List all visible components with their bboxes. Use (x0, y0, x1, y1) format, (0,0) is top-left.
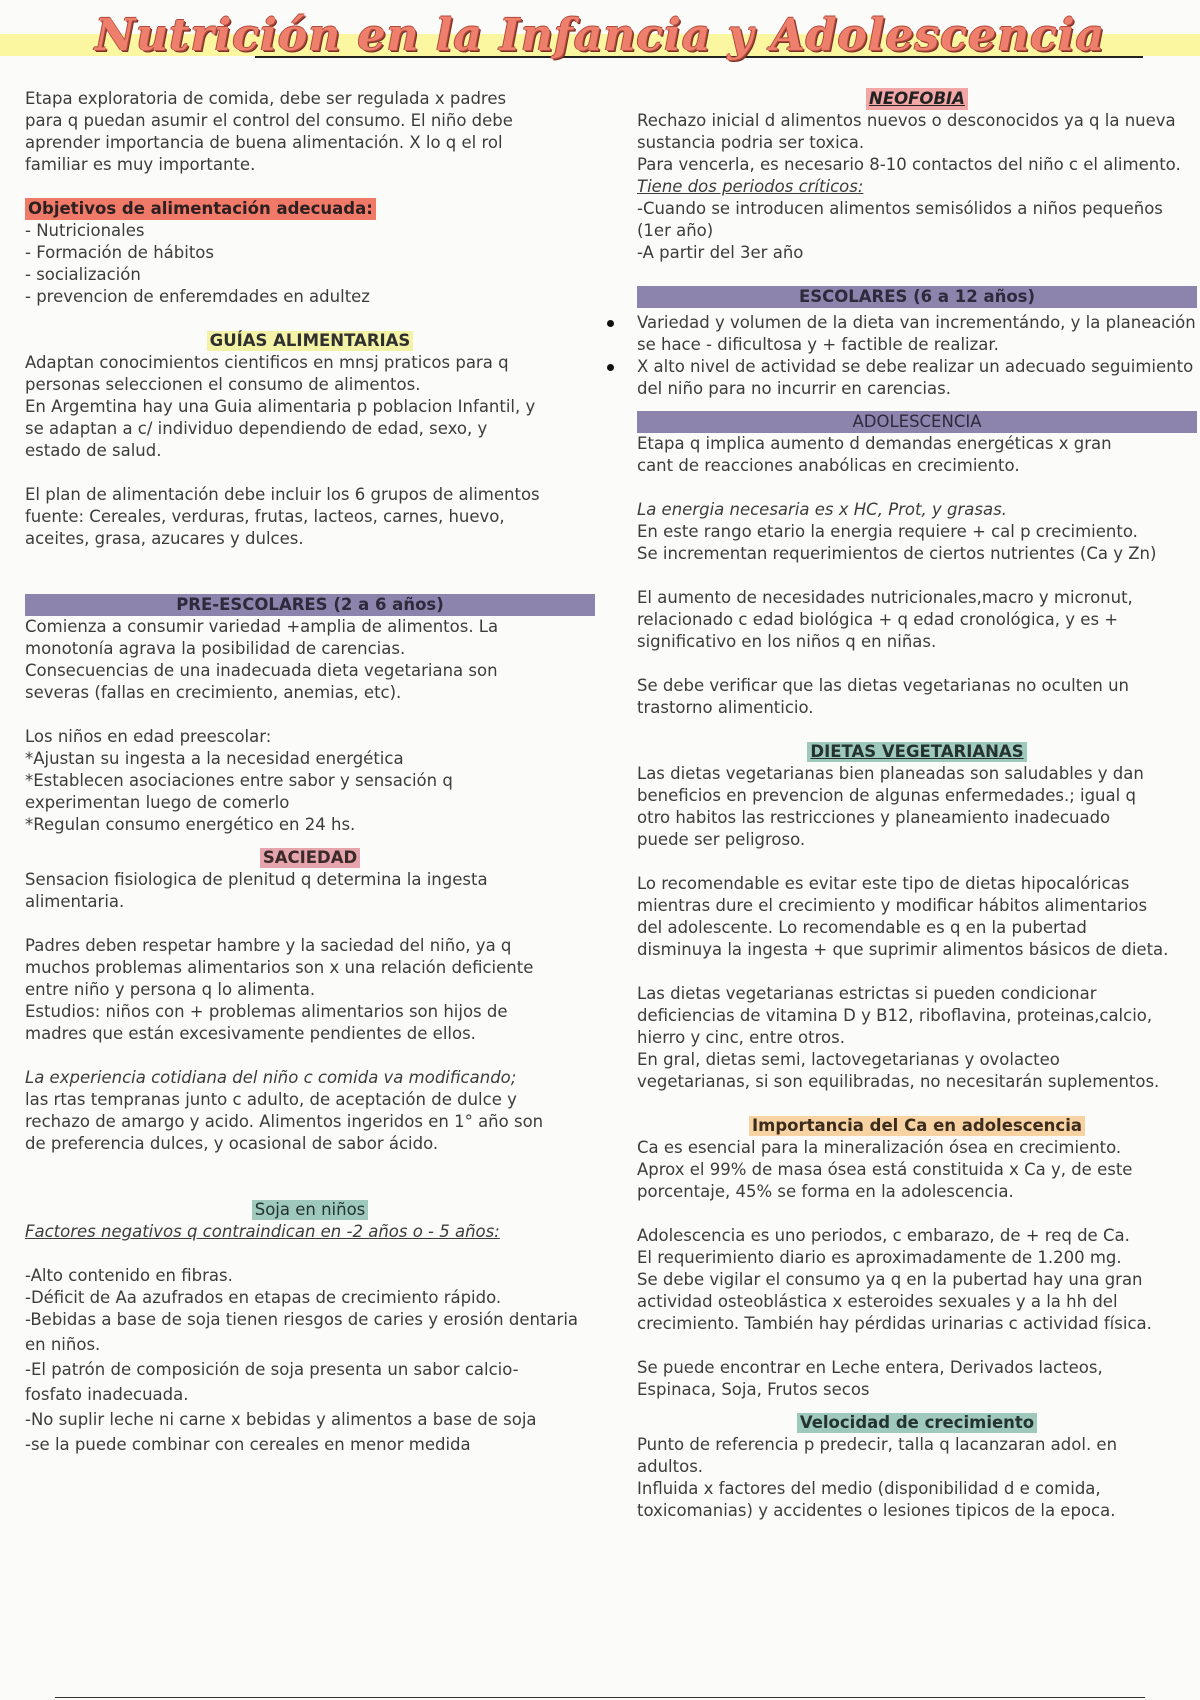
text-line: Se debe verificar que las dietas vegetarianas no oculten un (637, 676, 1130, 695)
list-item: -Déficit de Aa azufrados en etapas de crecimiento rápido. (25, 1288, 502, 1307)
text-line: hierro y cinc, entre otros. (637, 1028, 845, 1047)
text-line: Lo recomendable es evitar este tipo de dietas hipocalóricas (637, 874, 1130, 893)
text-line: para q puedan asumir el control del consumo. El niño debe (25, 111, 513, 130)
text-line: En este rango etario la energia requiere + cal p crecimiento. (637, 522, 1138, 541)
experiencia-paragraph (25, 1067, 595, 1155)
text-line: Padres deben respetar hambre y la saciedad del niño, ya q (25, 936, 512, 955)
text-line: -A partir del 3er año (637, 243, 804, 262)
list-item: fosfato inadecuada. (25, 1385, 189, 1404)
list-item: - Formación de hábitos (25, 243, 214, 262)
text-line: *Regulan consumo energético en 24 hs. (25, 815, 356, 834)
soja-section (25, 1199, 595, 1456)
text-line: toxicomanias) y accidentes o lesiones tipicos de la epoca. (637, 1501, 1116, 1520)
text-line: muchos problemas alimentarios son x una relación deficiente (25, 958, 534, 977)
text-line: Para vencerla, es necesario 8-10 contactos del niño c el alimento. (637, 155, 1181, 174)
text-line: mientras dure el crecimiento y modificar hábitos alimentarios (637, 896, 1148, 915)
text-line: porcentaje, 45% se forma en la adolescencia. (637, 1182, 1014, 1201)
adolescencia-section (637, 411, 1197, 477)
text-line: monotonía agrava la posibilidad de carencias. (25, 639, 406, 658)
calcio-req-paragraph (637, 1225, 1197, 1335)
text-line: beneficios en prevencion de algunas enfermedades.; igual q (637, 786, 1136, 805)
text-line: deficiencias de vitamina D y B12, riboflavina, proteinas,calcio, (637, 1006, 1153, 1025)
saciedad-heading: SACIEDAD (260, 848, 360, 868)
text-line: En Argemtina hay una Guia alimentaria p poblacion Infantil, y (25, 397, 536, 416)
neofobia-section (637, 88, 1197, 264)
text-line: Adolescencia es uno periodos, c embarazo, de + req de Ca. (637, 1226, 1130, 1245)
text-line: Las dietas vegetarianas bien planeadas son saludables y dan (637, 764, 1144, 783)
adolescencia-heading: ADOLESCENCIA (637, 411, 1197, 433)
text-line: personas seleccionen el consumo de alimentos. (25, 375, 421, 394)
text-line: adultos. (637, 1457, 704, 1476)
text-line: Las dietas vegetarianas estrictas si pueden condicionar (637, 984, 1097, 1003)
text-line: experimentan luego de comerlo (25, 793, 290, 812)
calcio-section (637, 1115, 1197, 1203)
text-line: puede ser peligroso. (637, 830, 806, 849)
list-item: - Nutricionales (25, 221, 145, 240)
energia-paragraph (637, 499, 1197, 565)
text-line: se adaptan a c/ individuo dependiendo de edad, sexo, y (25, 419, 488, 438)
text-line: significativo en los niños q en niñas. (637, 632, 937, 651)
aumento-paragraph (637, 587, 1197, 653)
text-line: El requerimiento diario es aproximadamente de 1.200 mg. (637, 1248, 1122, 1267)
preescolares-section (25, 594, 595, 704)
verificar-paragraph (637, 675, 1197, 719)
text-line: El aumento de necesidades nutricionales,macro y micronut, (637, 588, 1133, 607)
text-line: sustancia podria ser toxica. (637, 133, 865, 152)
list-item: - socialización (25, 265, 141, 284)
text-line: *Ajustan su ingesta a la necesidad energética (25, 749, 404, 768)
saciedad-section (25, 847, 595, 913)
text-line: (1er año) (637, 221, 714, 240)
periodos-heading: Tiene dos periodos críticos: (637, 177, 864, 196)
text-line: cant de reacciones anabólicas en crecimiento. (637, 456, 1020, 475)
soja-subheading: Factores negativos q contraindican en -2 años o - 5 años: (25, 1222, 500, 1241)
text-line: El plan de alimentación debe incluir los 6 grupos de alimentos (25, 485, 540, 504)
escolares-heading: ESCOLARES (6 a 12 años) (637, 286, 1197, 308)
list-item: -Bebidas a base de soja tienen riesgos de caries y erosión dentaria (25, 1310, 579, 1329)
recomendable-paragraph (637, 873, 1197, 961)
list-item: -Alto contenido en fibras. (25, 1266, 233, 1285)
text-line: Etapa q implica aumento d demandas energéticas x gran (637, 434, 1112, 453)
text-line: severas (fallas en crecimiento, anemias, etc). (25, 683, 402, 702)
page-title: Nutrición en la Infancia y Adolescencia (94, 10, 1106, 61)
text-line: Ca es esencial para la mineralización ósea en crecimiento. (637, 1138, 1122, 1157)
preescolares-heading: PRE-ESCOLARES (2 a 6 años) (25, 594, 595, 616)
text-line: otro habitos las restricciones y planeamiento inadecuado (637, 808, 1111, 827)
bullet-item: Variedad y volumen de la dieta van incrementándo, y la planeación se hace - dificultosa y + factible de realizar. (637, 313, 1196, 354)
velocidad-section (637, 1412, 1197, 1522)
intro-paragraph (25, 88, 595, 176)
list-item: -El patrón de composición de soja presenta un sabor calcio- (25, 1360, 519, 1379)
plan-paragraph (25, 484, 595, 550)
text-line: Adaptan conocimientos cientificos en mnsj praticos para q (25, 353, 509, 372)
guias-heading: GUÍAS ALIMENTARIAS (207, 331, 414, 351)
velocidad-heading: Velocidad de crecimiento (797, 1413, 1037, 1433)
text-line: las rtas tempranas junto c adulto, de aceptación de dulce y (25, 1090, 517, 1109)
text-line: de preferencia dulces, y ocasional de sabor ácido. (25, 1134, 439, 1153)
dietas-heading: DIETAS VEGETARIANAS (807, 742, 1026, 762)
text-line: disminuya la ingesta + que suprimir alimentos básicos de dieta. (637, 940, 1169, 959)
text-line: relacionado c edad biológica + q edad cronológica, y es + (637, 610, 1119, 629)
text-line: En gral, dietas semi, lactovegetarianas y ovolacteo (637, 1050, 1060, 1069)
text-line: Estudios: niños con + problemas alimentarios son hijos de (25, 1002, 508, 1021)
dietas-section (637, 741, 1197, 851)
neofobia-heading: NEOFOBIA (866, 88, 968, 110)
text-line: -Cuando se introducen alimentos semisólidos a niños pequeños (637, 199, 1163, 218)
escolares-section (637, 286, 1197, 400)
text-line: estado de salud. (25, 441, 162, 460)
ninos-paragraph (25, 726, 595, 836)
text-line: La experiencia cotidiana del niño c comida va modificando; (25, 1068, 517, 1087)
text-line: Se puede encontrar en Leche entera, Derivados lacteos, (637, 1358, 1103, 1377)
left-column (25, 88, 595, 1456)
text-line: Consecuencias de una inadecuada dieta vegetariana son (25, 661, 498, 680)
text-line: Los niños en edad preescolar: (25, 727, 272, 746)
text-line: Punto de referencia p predecir, talla q lacanzaran adol. en (637, 1435, 1118, 1454)
text-line: aceites, grasa, azucares y dulces. (25, 529, 304, 548)
text-line: Aprox el 99% de masa ósea está constituida x Ca y, de este (637, 1160, 1133, 1179)
text-line: fuente: Cereales, verduras, frutas, lacteos, carnes, huevo, (25, 507, 505, 526)
text-line: rechazo de amargo y acido. Alimentos ingeridos en 1° año son (25, 1112, 544, 1131)
text-line: madres que están excesivamente pendientes de ellos. (25, 1024, 476, 1043)
text-line: familiar es muy importante. (25, 155, 256, 174)
objetivos-section (25, 198, 595, 308)
calcio-heading: Importancia del Ca en adolescencia (749, 1116, 1085, 1136)
fuentes-paragraph (637, 1357, 1197, 1401)
text-line: Comienza a consumir variedad +amplia de alimentos. La (25, 617, 499, 636)
soja-heading: Soja en niños (252, 1200, 369, 1220)
text-line: vegetarianas, si son equilibradas, no necesitarán suplementos. (637, 1072, 1160, 1091)
bullet-item: X alto nivel de actividad se debe realizar un adecuado seguimiento del niño para no incurrir en carencias. (637, 356, 1197, 400)
text-line: Se incrementan requerimientos de ciertos nutrientes (Ca y Zn) (637, 544, 1157, 563)
text-line: Influida x factores del medio (disponibilidad d e comida, (637, 1479, 1101, 1498)
bottom-rule (55, 1697, 1145, 1698)
text-line: Etapa exploratoria de comida, debe ser regulada x padres (25, 89, 507, 108)
padres-paragraph (25, 935, 595, 1045)
right-column (637, 88, 1197, 1522)
escolares-bullets (637, 312, 1197, 400)
text-line: alimentaria. (25, 892, 125, 911)
list-item: -se la puede combinar con cereales en menor medida (25, 1435, 471, 1454)
text-line: Sensacion fisiologica de plenitud q determina la ingesta (25, 870, 488, 889)
text-line: Se debe vigilar el consumo ya q en la pubertad hay una gran (637, 1270, 1143, 1289)
list-item: en niños. (25, 1335, 101, 1354)
text-line: La energia necesaria es x HC, Prot, y grasas. (637, 500, 1007, 519)
text-line: aprender importancia de buena alimentación. X lo q el rol (25, 133, 503, 152)
objetivos-heading: Objetivos de alimentación adecuada: (25, 198, 376, 220)
guias-section (25, 330, 595, 462)
text-line: Espinaca, Soja, Frutos secos (637, 1380, 870, 1399)
text-line: crecimiento. También hay pérdidas urinarias c actividad física. (637, 1314, 1152, 1333)
text-line: *Establecen asociaciones entre sabor y sensación q (25, 771, 453, 790)
text-line: del adolescente. Lo recomendable es q en la pubertad (637, 918, 1087, 937)
list-item: -No suplir leche ni carne x bebidas y alimentos a base de soja (25, 1410, 537, 1429)
text-line: trastorno alimenticio. (637, 698, 814, 717)
text-line: actividad osteoblástica x esteroides sexuales y a la hh del (637, 1292, 1118, 1311)
list-item: - prevencion de enferemdades en adultez (25, 287, 370, 306)
estrictas-paragraph (637, 983, 1197, 1093)
text-line: entre niño y persona q lo alimenta. (25, 980, 316, 999)
text-line: Rechazo inicial d alimentos nuevos o desconocidos ya q la nueva (637, 111, 1176, 130)
